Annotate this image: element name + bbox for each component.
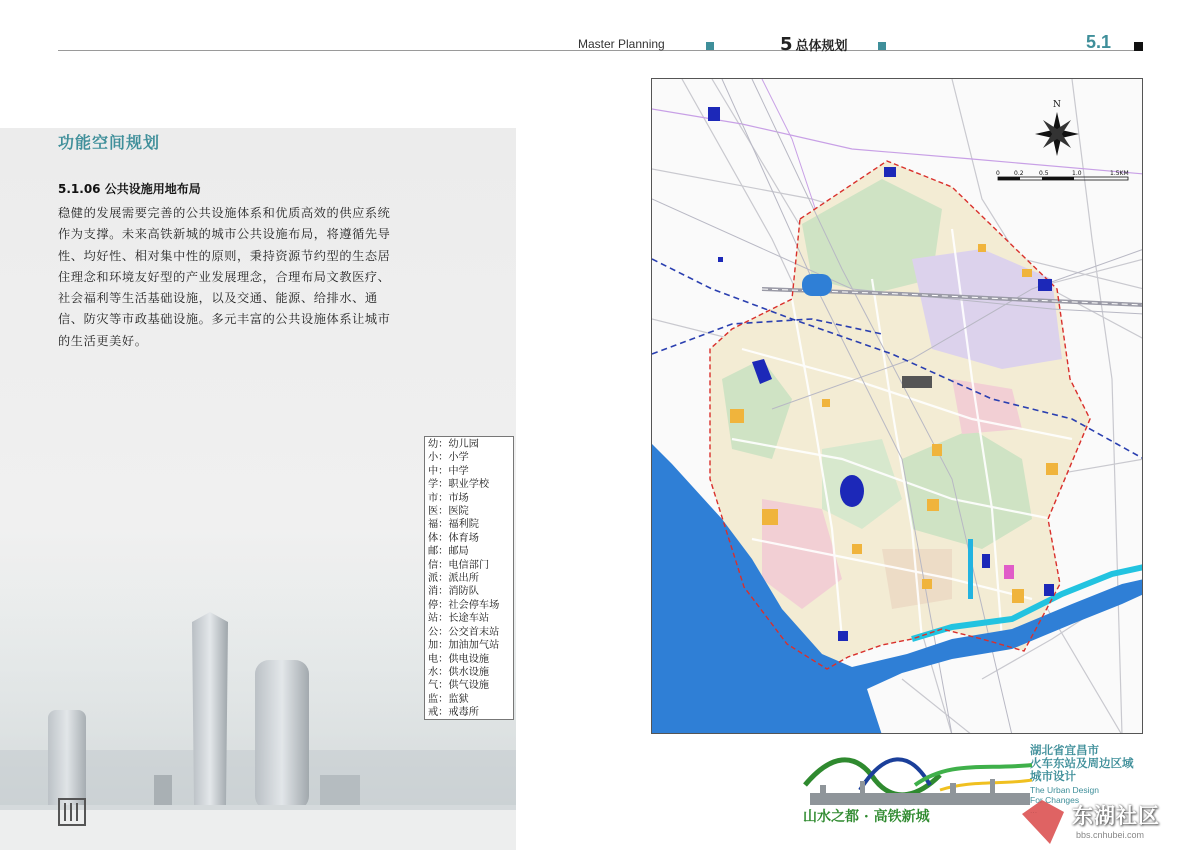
legend-item: 派：派出所 — [428, 573, 479, 585]
header-marker-square — [878, 42, 886, 50]
scale-label: 0.2 — [1014, 170, 1024, 177]
legend-item: 学：职业学校 — [428, 479, 490, 491]
legend-item: 气：供气设施 — [428, 680, 490, 692]
watermark-text: 东湖社区 — [1072, 804, 1160, 828]
body-line: 的生活更美好。 — [58, 333, 148, 348]
project-title-line: 湖北省宜昌市 — [1030, 743, 1099, 757]
scale-label: 0.5 — [1039, 170, 1049, 177]
header-chapter — [780, 34, 848, 55]
map-legend — [424, 436, 514, 720]
scale-label: 1.0 — [1072, 170, 1082, 177]
body-line: 作为支撑。未来高铁新城的城市公共设施布局，将遵循先导 — [58, 227, 391, 242]
north-label: N — [1053, 100, 1061, 110]
legend-item: 站：长途车站 — [428, 613, 490, 625]
project-title-line: 城市设计 — [1030, 769, 1076, 783]
legend-item: 小：小学 — [428, 452, 469, 464]
page-corner-mark — [1134, 42, 1143, 51]
legend-item: 体：体育场 — [428, 532, 479, 544]
public-facility-map[interactable] — [651, 78, 1143, 734]
body-line: 性、均好性、相对集中性的原则，秉持资源节约型的生态居 — [58, 248, 391, 263]
legend-item: 停：社会停车场 — [428, 599, 500, 611]
legend-item: 信：电信部门 — [428, 559, 490, 571]
legend-item: 中：中学 — [428, 465, 469, 477]
body-line: 住理念和环境友好型的产业发展理念，合理布局文教医疗、 — [58, 269, 391, 284]
legend-item: 邮：邮局 — [428, 546, 469, 558]
body-paragraph — [58, 203, 408, 352]
legend-item: 加：加油加气站 — [428, 640, 500, 652]
page-number: 5.1 — [1086, 32, 1112, 52]
body-line: 稳健的发展需要完善的公共设施体系和优质高效的供应系统 — [58, 206, 391, 220]
scale-label: 1.5KM — [1110, 170, 1129, 177]
body-line: 信、防灾等市政基础设施。多元丰富的公共设施体系让城市 — [58, 312, 391, 327]
project-title-line: 火车东站及周边区域 — [1030, 756, 1134, 770]
body-line: 社会福利等生活基础设施，以及交通、能源、给排水、通 — [58, 291, 378, 306]
section-title: 功能空间规划 — [58, 133, 161, 152]
watermark-url[interactable]: bbs.cnhubei.com — [1076, 830, 1145, 840]
chapter-number: 5 — [780, 34, 793, 55]
legend-item: 消：消防队 — [428, 586, 479, 598]
legend-item: 福：福利院 — [428, 519, 479, 531]
header-marker-square — [706, 42, 714, 50]
subsection-title: 5.1.06 公共设施用地布局 — [58, 182, 201, 196]
legend-item: 电：供电设施 — [428, 653, 490, 665]
scale-label: 0 — [996, 170, 1000, 177]
brand-slogan: 山水之都 · 高铁新城 — [803, 809, 930, 825]
project-title — [1030, 744, 1150, 783]
legend-item: 戒：戒毒所 — [428, 707, 479, 719]
header-english-title: Master Planning — [578, 37, 665, 51]
legend-item: 市：市场 — [428, 492, 469, 504]
legend-item: 监：监狱 — [428, 693, 469, 705]
legend-item: 水：供水设施 — [428, 666, 490, 678]
legend-item: 医：医院 — [428, 506, 469, 518]
project-english-line: For Changes — [1030, 795, 1080, 805]
legend-item: 幼：幼儿园 — [428, 439, 479, 450]
chapter-title: 总体规划 — [795, 39, 848, 54]
publisher-logo — [58, 798, 86, 826]
project-english-line: The Urban Design — [1030, 785, 1099, 795]
legend-item: 公：公交首末站 — [428, 626, 500, 638]
